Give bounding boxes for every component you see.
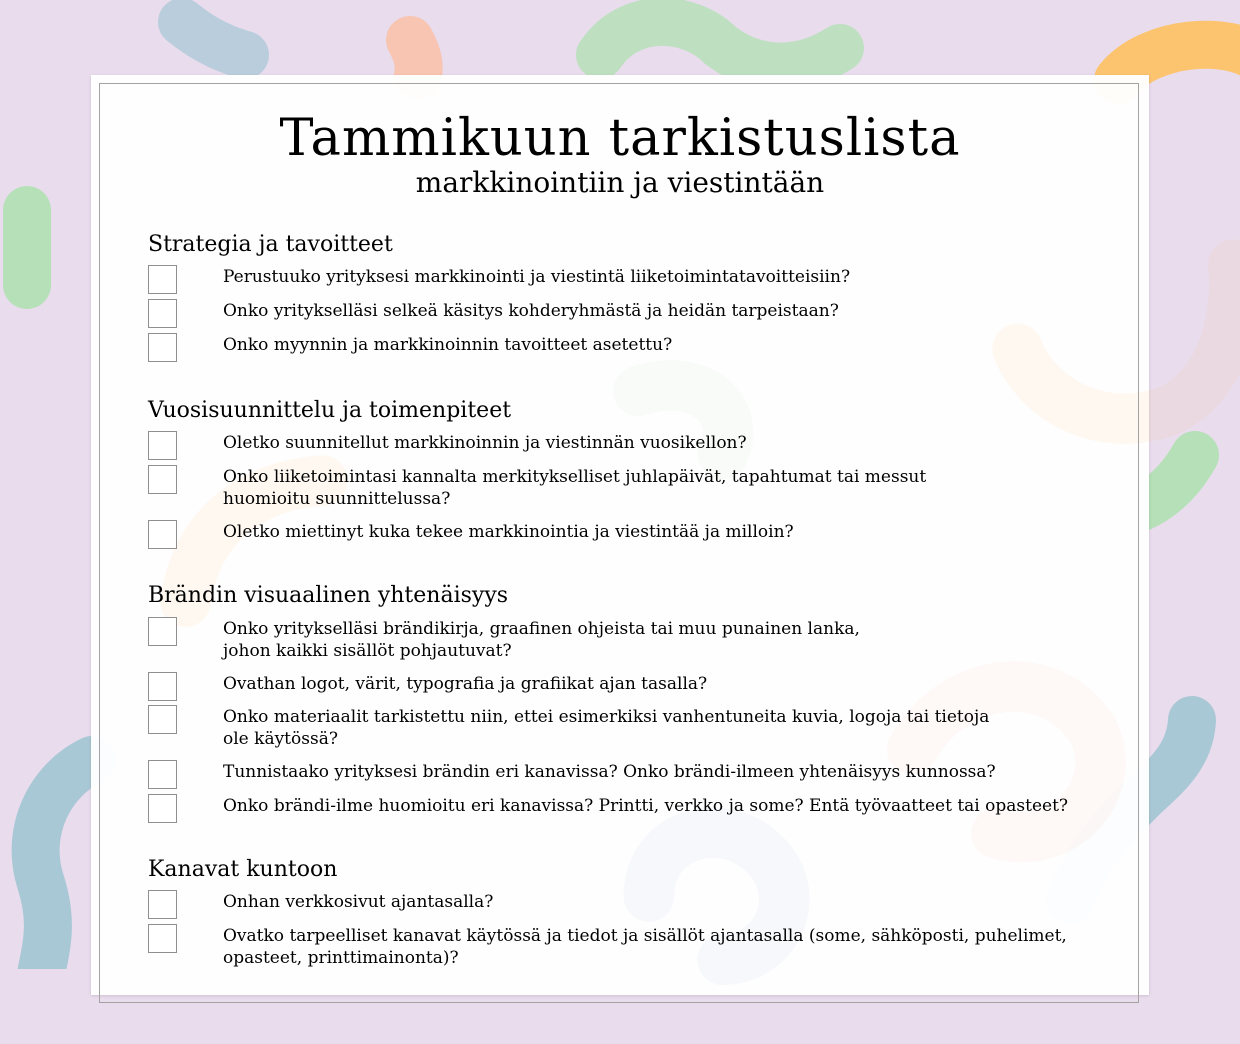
checkbox[interactable] bbox=[148, 890, 177, 919]
checklist-item-text: Onko materiaalit tarkistettu niin, ettei esimerkiksi vanhentuneita kuvia, logoja tai tietoja ole käytössä? bbox=[223, 707, 990, 749]
checkbox[interactable] bbox=[148, 705, 177, 734]
document-title: Tammikuun tarkistuslista bbox=[279, 109, 961, 168]
document-subtitle: markkinointiin ja viestintään bbox=[415, 166, 825, 199]
checkbox[interactable] bbox=[148, 299, 177, 328]
checkbox[interactable] bbox=[148, 265, 177, 294]
checklist-item-text: Onko liiketoimintasi kannalta merkitykselliset juhlapäivät, tapahtumat tai messut huomioitu suunnittelussa? bbox=[223, 467, 927, 509]
section-heading-strategy: Strategia ja tavoitteet bbox=[148, 232, 393, 257]
checkbox[interactable] bbox=[148, 760, 177, 789]
green-squiggle-top bbox=[600, 22, 840, 67]
blue-squiggle-bottom-left bbox=[36, 760, 92, 969]
checkbox[interactable] bbox=[148, 520, 177, 549]
checkbox[interactable] bbox=[148, 672, 177, 701]
checklist-item-text: Ovathan logot, värit, typografia ja grafiikat ajan tasalla? bbox=[223, 674, 708, 694]
checklist-item-text: Onko yritykselläsi selkeä käsitys kohderyhmästä ja heidän tarpeistaan? bbox=[223, 301, 839, 321]
checklist-item-text: Oletko miettinyt kuka tekee markkinointia ja viestintää ja milloin? bbox=[223, 522, 794, 542]
section-heading-annual-planning: Vuosisuunnittelu ja toimenpiteet bbox=[148, 398, 512, 423]
checkbox[interactable] bbox=[148, 924, 177, 953]
checklist-item-text: Perustuuko yrityksesi markkinointi ja viestintä liiketoimintatavoitteisiin? bbox=[223, 267, 851, 287]
checkbox[interactable] bbox=[148, 431, 177, 460]
checklist-item-text: Onhan verkkosivut ajantasalla? bbox=[223, 892, 494, 912]
checkbox[interactable] bbox=[148, 617, 177, 646]
section-heading-brand-consistency: Brändin visuaalinen yhtenäisyys bbox=[148, 583, 509, 608]
blue-squiggle-top-left bbox=[182, 22, 245, 55]
checklist-item-text: Ovatko tarpeelliset kanavat käytössä ja tiedot ja sisällöt ajantasalla (some, sähköposti, puhelimet, opasteet, printtimainonta)? bbox=[223, 926, 1067, 968]
section-heading-channels: Kanavat kuntoon bbox=[148, 857, 338, 882]
checklist-item-text: Tunnistaako yrityksesi brändin eri kanavissa? Onko brändi-ilmeen yhtenäisyys kunnossa? bbox=[223, 762, 996, 782]
checklist-item-text: Onko yritykselläsi brändikirja, graafinen ohjeista tai muu punainen lanka, johon kaikki sisällöt pohjautuvat? bbox=[223, 619, 860, 661]
checklist-item-text: Oletko suunnitellut markkinoinnin ja viestinnän vuosikellon? bbox=[223, 433, 747, 453]
peach-squiggle-top bbox=[410, 40, 419, 75]
checklist-item-text: Onko myynnin ja markkinoinnin tavoitteet asetettu? bbox=[223, 335, 673, 355]
checkbox[interactable] bbox=[148, 465, 177, 494]
checkbox[interactable] bbox=[148, 794, 177, 823]
checkbox[interactable] bbox=[148, 333, 177, 362]
checklist-item-text: Onko brändi-ilme huomioitu eri kanavissa? Printti, verkko ja some? Entä työvaatteet tai opasteet? bbox=[223, 796, 1069, 816]
checklist-sheet bbox=[91, 75, 1149, 995]
